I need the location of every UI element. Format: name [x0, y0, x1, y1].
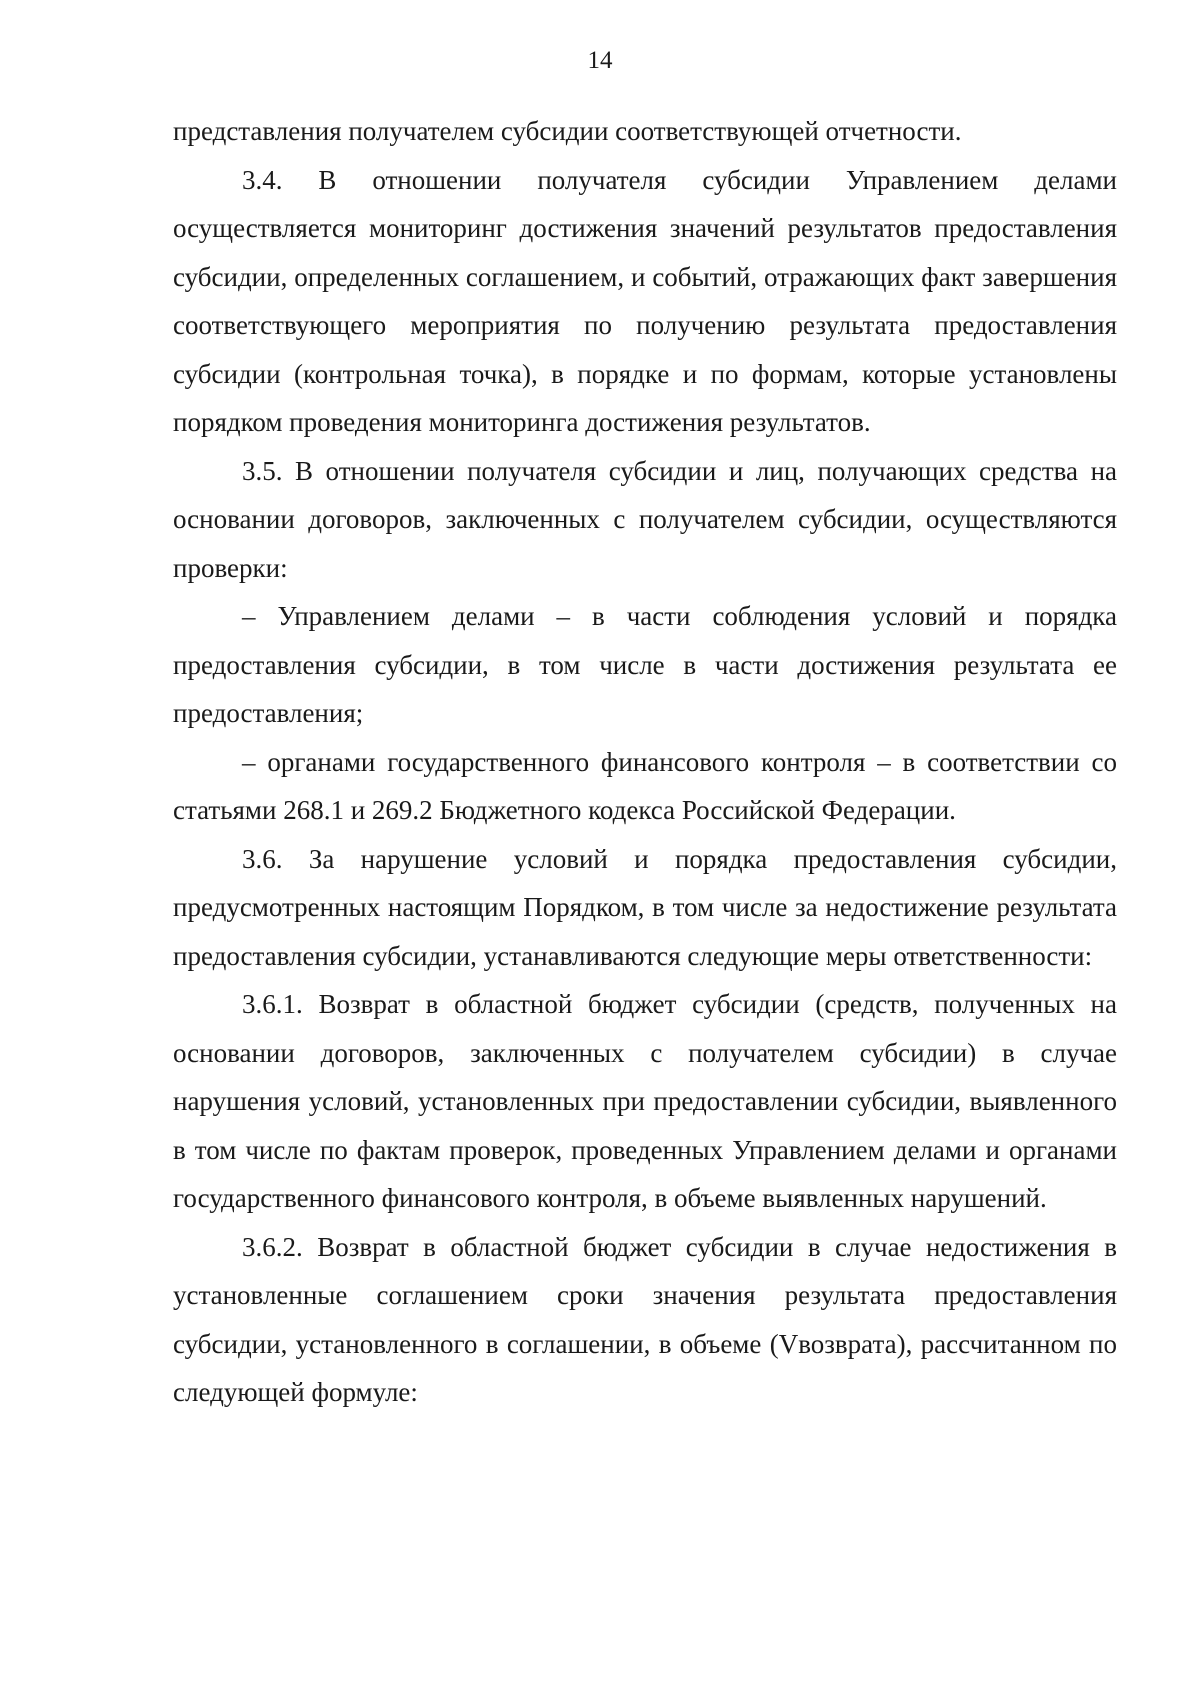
paragraph-continuation: представления получателем субсидии соответствующей отчетности.	[173, 116, 962, 146]
paragraph-3-4: 3.4. В отношении получателя субсидии Управлением делами осуществляется мониторинг достижения значений результатов предоставления субсидии, определенных соглашением, и событий, отражающих факт завершения соответствующего мероприятия по получению результата предоставления субсидии (контрольная точка), в порядке и по формам, которые установлены порядком проведения мониторинга достижения результатов.	[173, 164, 1117, 437]
paragraph-3-5: 3.5. В отношении получателя субсидии и лиц, получающих средства на основании договоров, заключенных с получателем субсидии, осуществляются проверки:	[173, 455, 1117, 583]
list-item-management: – Управлением делами – в части соблюдения условий и порядка предоставления субсидии, в том числе в части достижения результата ее предоставления;	[173, 601, 1117, 728]
document-body	[173, 107, 1117, 1417]
page-number: 14	[587, 47, 613, 74]
list-item-financial-control: – органами государственного финансового контроля – в соответствии со статьями 268.1 и 269.2 Бюджетного кодекса Российской Федерации.	[173, 746, 1117, 825]
paragraph-3-6-1: 3.6.1. Возврат в областной бюджет субсидии (средств, полученных на основании договоров, заключенных с получателем субсидии) в случае нарушения условий, установленных при предоставлении субсидии, выявленного в том числе по фактам проверок, проведенных Управлением делами и органами государственного финансового контроля, в объеме выявленных нарушений.	[173, 989, 1117, 1213]
paragraph-3-6: 3.6. За нарушение условий и порядка предоставления субсидии, предусмотренных настоящим Порядком, в том числе за недостижение результата предоставления субсидии, устанавливаются следующие меры ответственности:	[173, 843, 1117, 971]
paragraph-3-6-2: 3.6.2. Возврат в областной бюджет субсидии в случае недостижения в установленные соглашением сроки значения результата предоставления субсидии, установленного в соглашении, в объеме (Vвозврата), рассчитанном по следующей формуле:	[173, 1231, 1117, 1407]
